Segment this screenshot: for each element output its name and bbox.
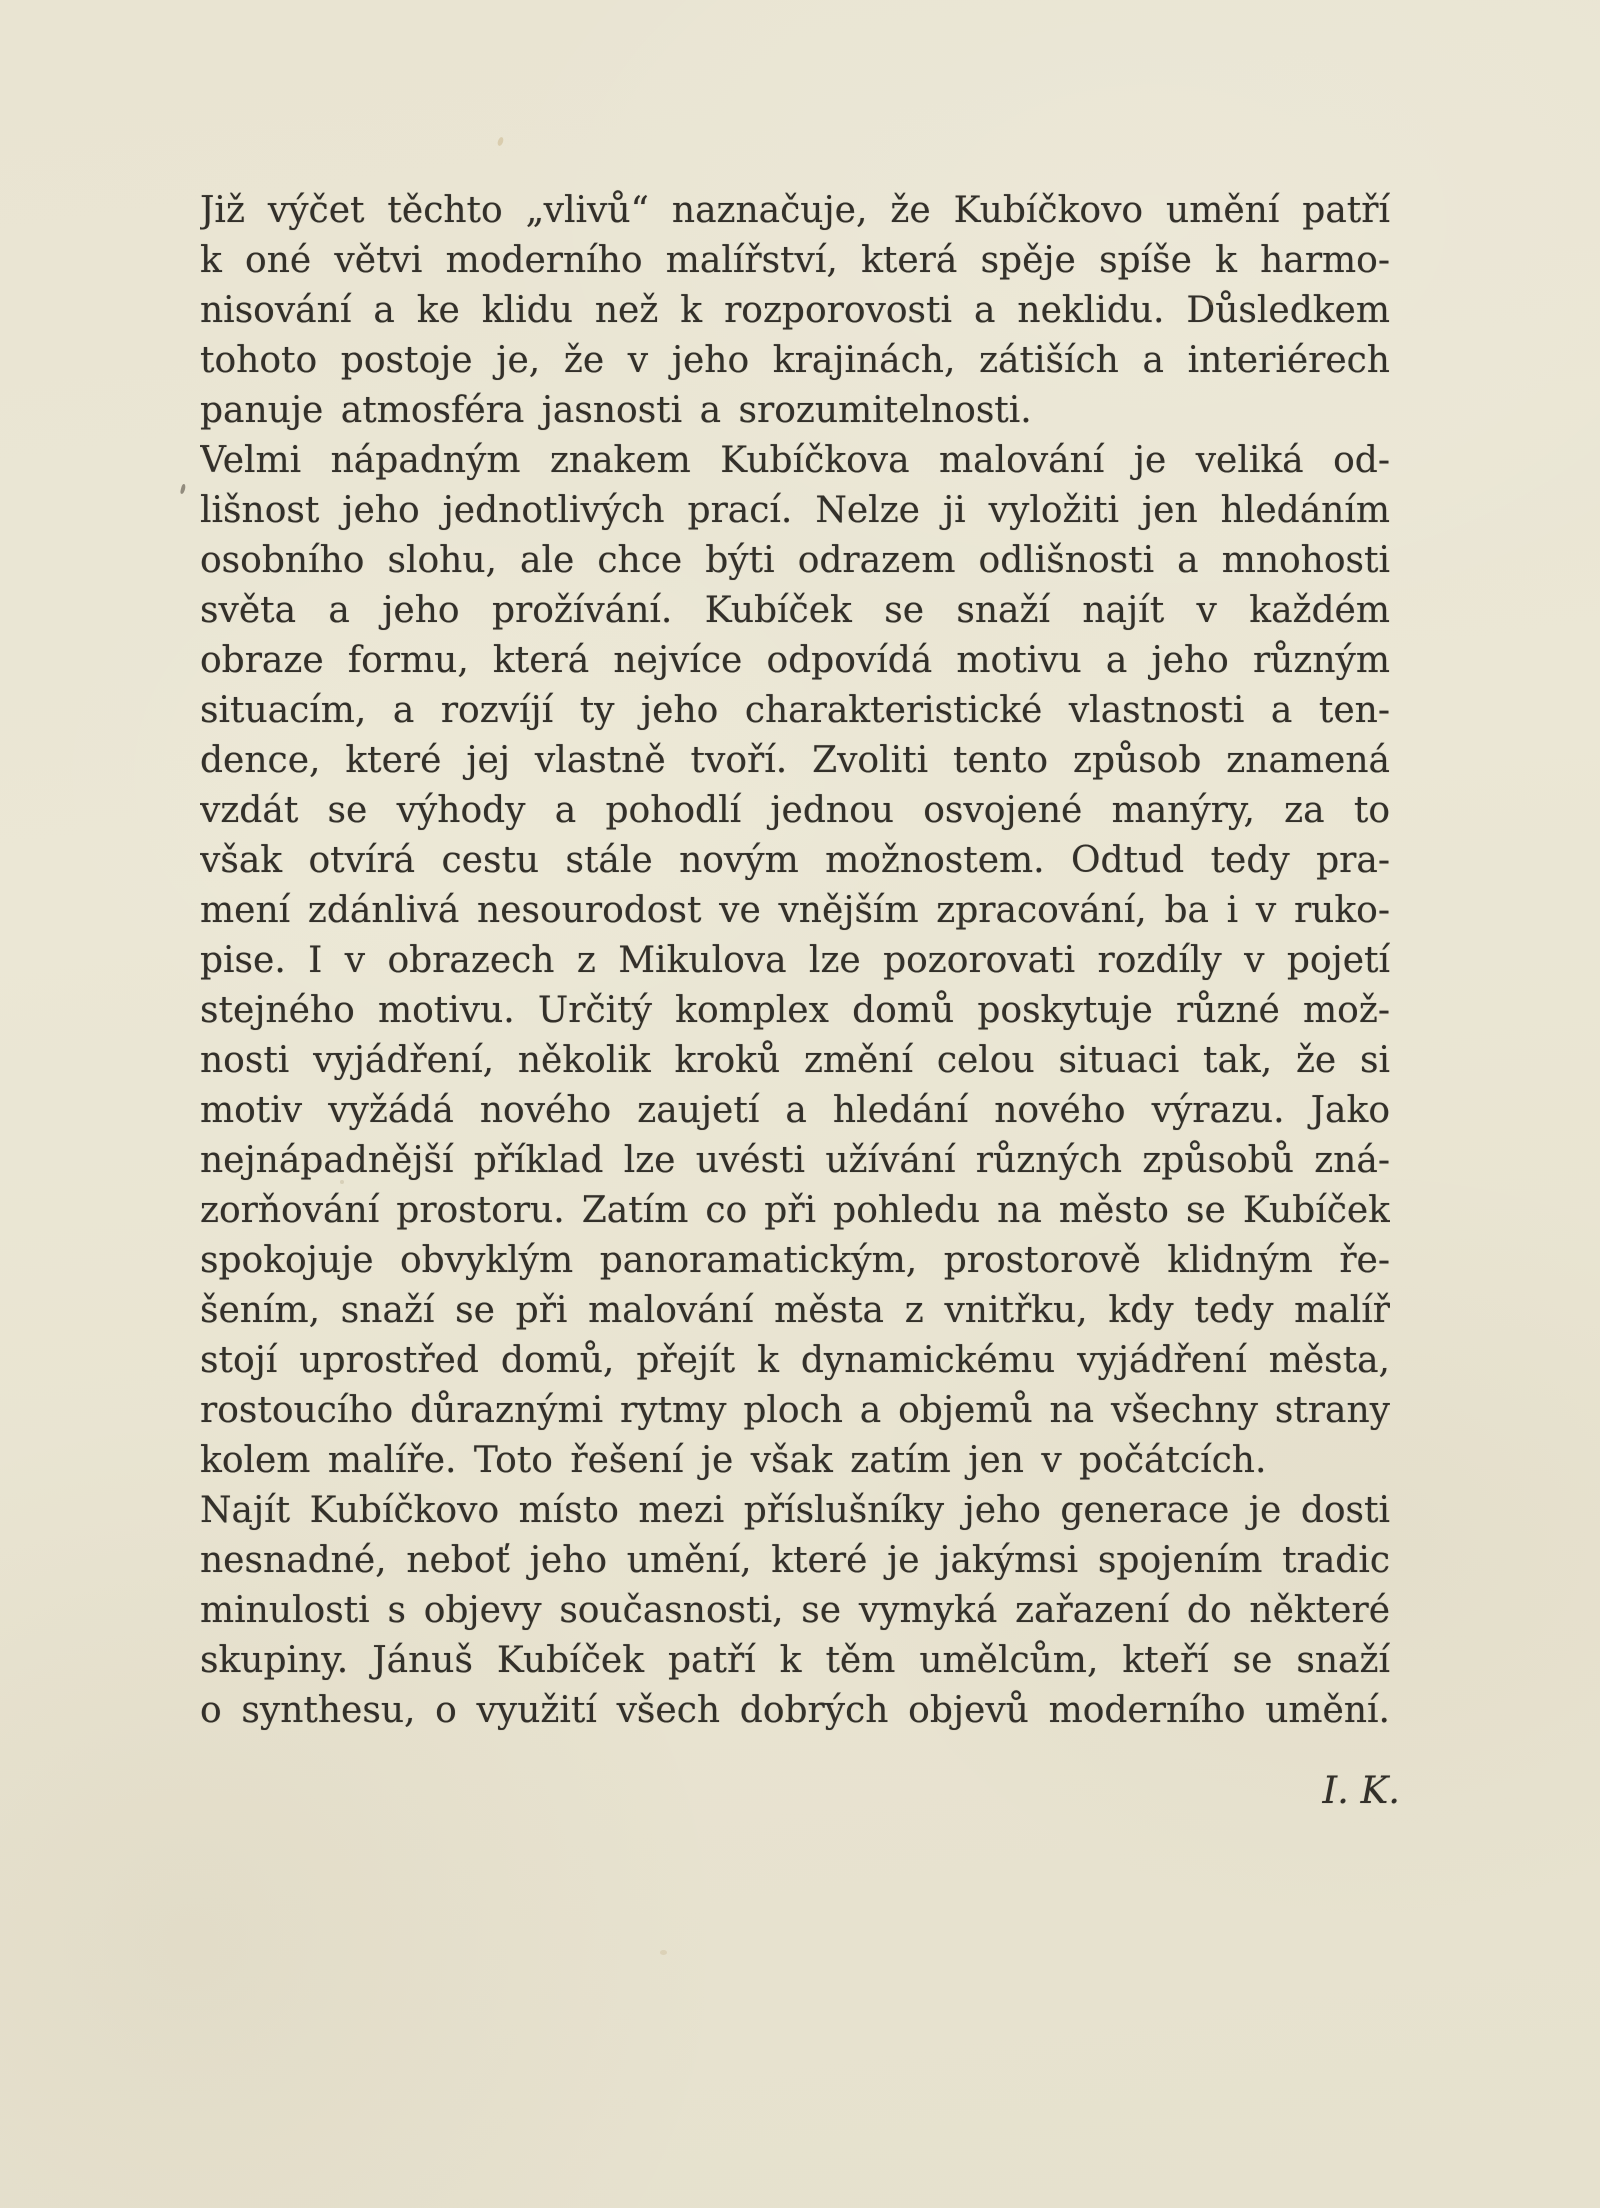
text-line: stejného motivu. Určitý komplex domů poskytuje různé mož- [200, 990, 1390, 1031]
paper-fleck [340, 1180, 344, 1184]
paper-fleck [497, 136, 505, 146]
text-line: nosti vyjádření, několik kroků změní celou situaci tak, že si [200, 1040, 1390, 1081]
text-line: šením, snaží se při malování města z vnitřku, kdy tedy malíř [200, 1290, 1390, 1331]
text-line: tohoto postoje je, že v jeho krajinách, zátiších a interiérech [200, 340, 1390, 381]
text-line: skupiny. Jánuš Kubíček patří k těm umělcům, kteří se snaží [200, 1640, 1390, 1681]
text-line: Najít Kubíčkovo místo mezi příslušníky jeho generace je dosti [200, 1490, 1390, 1531]
text-line: světa a jeho prožívání. Kubíček se snaží najít v každém [200, 590, 1390, 631]
text-line: mení zdánlivá nesourodost ve vnějším zpracování, ba i v ruko- [200, 890, 1390, 931]
text-line: panuje atmosféra jasnosti a srozumitelnosti. [200, 390, 1032, 431]
text-line: nejnápadnější příklad lze uvésti užívání různých způsobů zná- [200, 1140, 1390, 1181]
text-line: Již výčet těchto „vlivů“ naznačuje, že Kubíčkovo umění patří [200, 190, 1390, 231]
ink-speck [180, 484, 186, 495]
text-line: o synthesu, o využití všech dobrých objevů moderního umění. [200, 1690, 1390, 1731]
text-line: lišnost jeho jednotlivých prací. Nelze ji vyložiti jen hledáním [200, 490, 1390, 531]
text-line: motiv vyžádá nového zaujetí a hledání nového výrazu. Jako [200, 1090, 1390, 1131]
paper-fleck [660, 1950, 667, 1955]
text-line: zorňování prostoru. Zatím co při pohledu na město se Kubíček [200, 1190, 1390, 1231]
text-line: kolem malíře. Toto řešení je však zatím jen v počátcích. [200, 1440, 1267, 1481]
text-line: spokojuje obvyklým panoramatickým, prostorově klidným ře- [200, 1240, 1390, 1281]
text-line: však otvírá cestu stále novým možnostem. Odtud tedy pra- [200, 840, 1390, 881]
text-line: vzdát se výhody a pohodlí jednou osvojené manýry, za to [200, 790, 1390, 831]
text-line: Velmi nápadným znakem Kubíčkova malování je veliká od- [200, 440, 1390, 481]
author-initials: I. K. [1322, 1769, 1400, 1812]
text-line: nesnadné, neboť jeho umění, které je jakýmsi spojením tradic [200, 1540, 1390, 1581]
text-line: pise. I v obrazech z Mikulova lze pozorovati rozdíly v pojetí [200, 940, 1390, 981]
body-text [200, 186, 1390, 1736]
text-line: stojí uprostřed domů, přejít k dynamickému vyjádření města, [200, 1340, 1390, 1381]
text-line: osobního slohu, ale chce býti odrazem odlišnosti a mnohosti [200, 540, 1390, 581]
text-line: situacím, a rozvíjí ty jeho charakteristické vlastnosti a ten- [200, 690, 1390, 731]
text-line: dence, které jej vlastně tvoří. Zvoliti tento způsob znamená [200, 740, 1390, 781]
text-line: k oné větvi moderního malířství, která spěje spíše k harmo- [200, 240, 1390, 281]
text-line: nisování a ke klidu než k rozporovosti a neklidu. Důsledkem [200, 290, 1390, 331]
text-line: minulosti s objevy současnosti, se vymyká zařazení do některé [200, 1590, 1390, 1631]
text-line: obraze formu, která nejvíce odpovídá motivu a jeho různým [200, 640, 1390, 681]
paper-fleck [1208, 300, 1214, 305]
text-line: rostoucího důraznými rytmy ploch a objemů na všechny strany [200, 1390, 1390, 1431]
